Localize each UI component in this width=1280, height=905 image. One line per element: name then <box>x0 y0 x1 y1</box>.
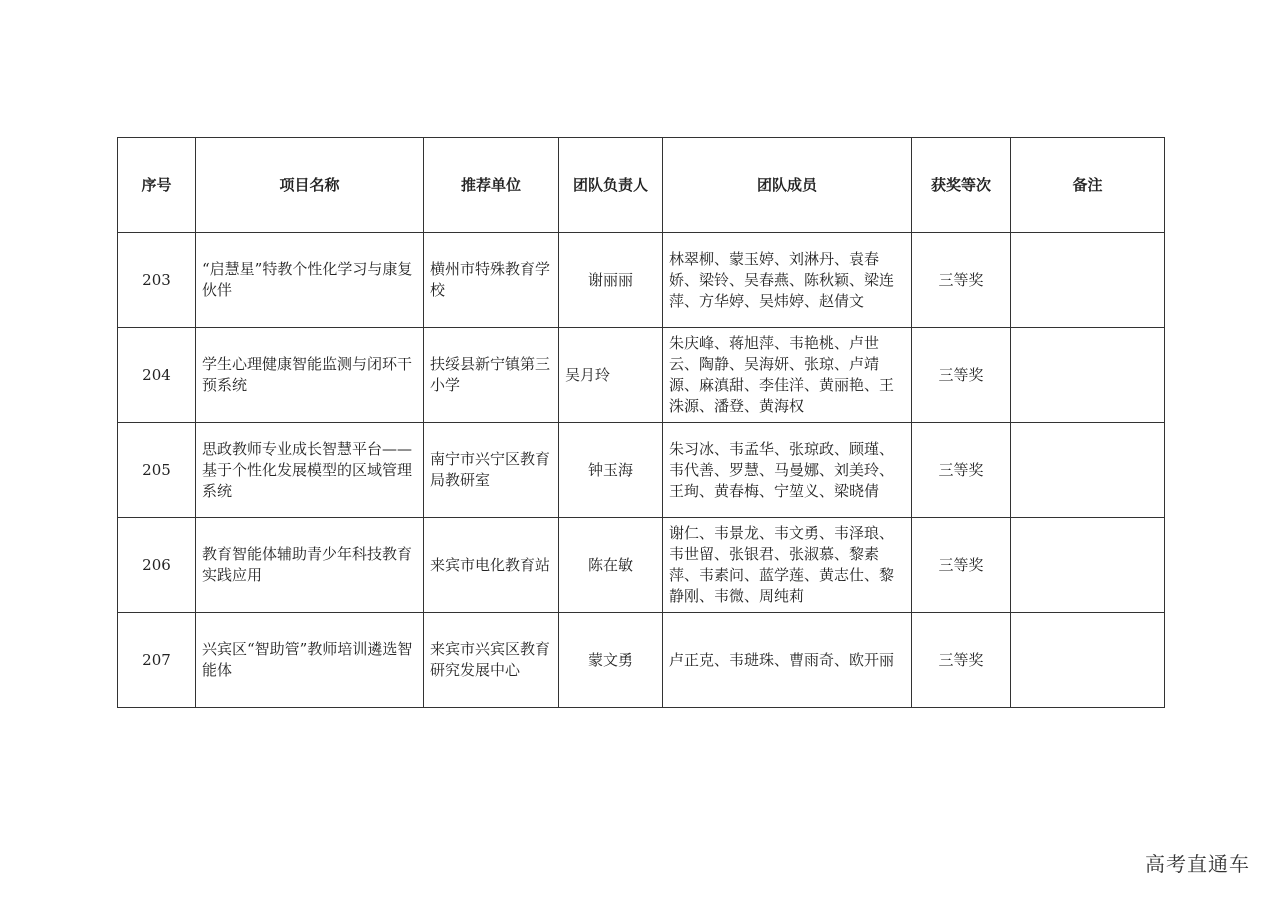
cell-note <box>1011 613 1165 708</box>
table-row <box>118 328 1165 423</box>
cell-members: 朱习冰、韦孟华、张琼政、顾瑾、韦代善、罗慧、马曼娜、刘美玲、王珣、黄春梅、宁堃义、梁晓倩 <box>663 423 912 518</box>
cell-unit: 来宾市兴宾区教育研究发展中心 <box>424 613 559 708</box>
cell-unit: 横州市特殊教育学校 <box>424 233 559 328</box>
table-row <box>118 518 1165 613</box>
cell-leader: 蒙文勇 <box>559 613 663 708</box>
cell-members: 林翠柳、蒙玉婷、刘淋丹、袁春娇、梁铃、吴春燕、陈秋颖、梁连萍、方华婷、吴炜婷、赵倩文 <box>663 233 912 328</box>
cell-members: 卢正克、韦琎珠、曹雨奇、欧开丽 <box>663 613 912 708</box>
cell-note <box>1011 423 1165 518</box>
cell-leader: 钟玉海 <box>559 423 663 518</box>
cell-project: 学生心理健康智能监测与闭环干预系统 <box>196 328 424 423</box>
cell-no: 207 <box>118 613 196 708</box>
table-row <box>118 423 1165 518</box>
cell-unit: 南宁市兴宁区教育局教研室 <box>424 423 559 518</box>
cell-note <box>1011 328 1165 423</box>
cell-no: 203 <box>118 233 196 328</box>
header-members: 团队成员 <box>663 138 912 233</box>
table-header-row <box>118 138 1165 233</box>
cell-award: 三等奖 <box>912 518 1011 613</box>
header-no: 序号 <box>118 138 196 233</box>
cell-award: 三等奖 <box>912 328 1011 423</box>
cell-unit: 扶绥县新宁镇第三小学 <box>424 328 559 423</box>
header-leader: 团队负责人 <box>559 138 663 233</box>
header-project: 项目名称 <box>196 138 424 233</box>
cell-no: 206 <box>118 518 196 613</box>
header-unit: 推荐单位 <box>424 138 559 233</box>
award-table <box>117 137 1165 708</box>
watermark: 高考直通车 <box>1145 852 1250 876</box>
cell-project: 教育智能体辅助青少年科技教育实践应用 <box>196 518 424 613</box>
cell-award: 三等奖 <box>912 613 1011 708</box>
cell-members: 谢仁、韦景龙、韦文勇、韦泽琅、韦世留、张银君、张淑慕、黎素萍、韦素问、蓝学莲、黄志仕、黎静刚、韦微、周纯莉 <box>663 518 912 613</box>
table-row <box>118 613 1165 708</box>
cell-award: 三等奖 <box>912 423 1011 518</box>
cell-unit: 来宾市电化教育站 <box>424 518 559 613</box>
cell-note <box>1011 233 1165 328</box>
cell-project: 兴宾区“智助管”教师培训遴选智能体 <box>196 613 424 708</box>
cell-no: 204 <box>118 328 196 423</box>
cell-leader: 陈在敏 <box>559 518 663 613</box>
header-award: 获奖等次 <box>912 138 1011 233</box>
cell-project: “启慧星”特教个性化学习与康复伙伴 <box>196 233 424 328</box>
cell-leader: 吴月玲 <box>559 328 663 423</box>
header-note: 备注 <box>1011 138 1165 233</box>
cell-note <box>1011 518 1165 613</box>
cell-no: 205 <box>118 423 196 518</box>
cell-project: 思政教师专业成长智慧平台——基于个性化发展模型的区域管理系统 <box>196 423 424 518</box>
cell-award: 三等奖 <box>912 233 1011 328</box>
cell-members: 朱庆峰、蒋旭萍、韦艳桃、卢世云、陶静、吴海妍、张琼、卢靖源、麻滇甜、李佳洋、黄丽艳、王洙源、潘登、黄海权 <box>663 328 912 423</box>
table-row <box>118 233 1165 328</box>
cell-leader: 谢丽丽 <box>559 233 663 328</box>
